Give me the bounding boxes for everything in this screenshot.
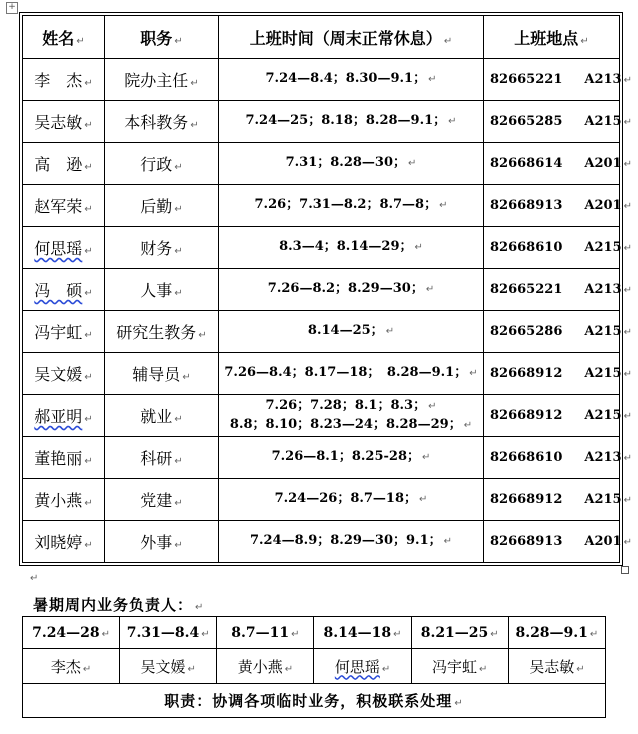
phone-number: 82665221 — [490, 282, 563, 297]
staff-name-cell: 黄小燕 ↵ — [23, 479, 105, 521]
table-row — [23, 101, 620, 143]
staff-role: 研究生教务 — [116, 323, 197, 342]
staff-name-cell: 何思瑶 ↵ — [23, 227, 105, 269]
phone-number: 82665285 — [490, 114, 563, 129]
work-place-cell: 82668912 A215 ↵ — [484, 395, 620, 437]
work-place-cell: 82665221 A213 ↵ — [484, 59, 620, 101]
phone-number: 82668912 — [490, 408, 563, 423]
staff-role-cell: 就业 ↵ — [105, 395, 219, 437]
staff-name: 黄小燕 — [34, 491, 83, 510]
phone-number: 82668610 — [490, 240, 563, 255]
staff-name-cell: 吴文媛 ↵ — [23, 353, 105, 395]
phone-number: 82668912 — [490, 366, 563, 381]
work-time-line: 8.14—25； — [307, 323, 384, 338]
duty-week-person: 吴文媛 ↵ — [120, 649, 217, 684]
work-time-line: 8.8；8.10；8.23—24；8.28—29； — [229, 416, 462, 432]
table-row — [23, 479, 620, 521]
duty-heading: 暑期周内业务负责人： ↵ — [33, 596, 205, 614]
work-place-cell: 82668912 A215 ↵ — [484, 353, 620, 395]
phone-number: 82665221 — [490, 72, 563, 87]
staff-name: 刘晓婷 — [34, 533, 83, 552]
room-number: A215 — [584, 114, 622, 129]
staff-role-cell: 院办主任 ↵ — [105, 59, 219, 101]
staff-role-cell: 财务 ↵ — [105, 227, 219, 269]
staff-role: 外事 — [140, 533, 173, 552]
duty-week-dates: 8.28—9.1 ↵ — [508, 617, 605, 649]
staff-role-cell: 外事 ↵ — [105, 521, 219, 563]
room-number: A215 — [584, 324, 622, 339]
phone-number: 82668912 — [490, 492, 563, 507]
staff-name-cell: 刘晓婷 ↵ — [23, 521, 105, 563]
room-number: A215 — [584, 408, 622, 423]
work-time-line: 7.24—8.4；8.30—9.1； — [265, 71, 427, 86]
duty-table — [22, 616, 606, 718]
table-row — [23, 227, 620, 269]
work-time-cell: 7.24—8.9；8.29—30；9.1； ↵ — [219, 521, 484, 563]
duty-names-row — [23, 649, 606, 684]
header-time: 上班时间（周末正常休息） ↵ — [219, 16, 484, 59]
schedule-table — [22, 15, 632, 563]
work-place-cell: 82668913 A201 ↵ — [484, 521, 620, 563]
staff-name: 吴志敏 — [34, 113, 83, 132]
staff-role: 本科教务 — [124, 113, 189, 132]
work-time-line: 7.24—8.9；8.29—30；9.1； — [249, 533, 442, 548]
room-number: A215 — [584, 492, 622, 507]
staff-name: 冯宇虹 — [34, 323, 83, 342]
staff-role-cell: 后勤 ↵ — [105, 185, 219, 227]
table-row — [23, 437, 620, 479]
room-number: A213 — [584, 282, 622, 297]
duty-week-person: 黄小燕 ↵ — [217, 649, 314, 684]
duty-responsibility-row — [23, 684, 606, 718]
staff-role: 科研 — [140, 449, 173, 468]
staff-role-cell: 人事 ↵ — [105, 269, 219, 311]
table-move-handle-icon[interactable]: + — [6, 2, 18, 14]
phone-number: 82665286 — [490, 324, 563, 339]
work-time-line: 7.31；8.28—30； — [285, 155, 407, 170]
staff-name-cell: 郝亚明 ↵ — [23, 395, 105, 437]
staff-name: 董艳丽 — [34, 449, 83, 468]
table-row — [23, 353, 620, 395]
work-place-cell: 82665286 A215 ↵ — [484, 311, 620, 353]
staff-name-cell: 冯宇虹 ↵ — [23, 311, 105, 353]
duty-week-person: 李杰 ↵ — [23, 649, 120, 684]
staff-role: 院办主任 — [124, 71, 189, 90]
work-time-cell: 8.3—4；8.14—29； ↵ — [219, 227, 484, 269]
header-place: 上班地点 ↵ — [484, 16, 620, 59]
table-row — [23, 143, 620, 185]
work-time-cell: 7.26—8.1；8.25-28； ↵ — [219, 437, 484, 479]
work-time-cell: 7.26—8.2；8.29—30； ↵ — [219, 269, 484, 311]
work-place-cell: 82668610 A215 ↵ — [484, 227, 620, 269]
staff-name: 李 杰 — [34, 71, 83, 90]
staff-role: 人事 — [140, 281, 173, 300]
staff-role-cell: 本科教务 ↵ — [105, 101, 219, 143]
staff-role: 后勤 — [140, 197, 173, 216]
work-place-cell: 82668913 A201 ↵ — [484, 185, 620, 227]
staff-name-cell: 董艳丽 ↵ — [23, 437, 105, 479]
duty-week-person: 吴志敏 ↵ — [508, 649, 605, 684]
duty-week-person: 何思瑶 ↵ — [314, 649, 411, 684]
work-place-cell: 82668912 A215 ↵ — [484, 479, 620, 521]
work-time-cell: 7.26；7.31—8.2；8.7—8； ↵ — [219, 185, 484, 227]
work-place-cell: 82668610 A213 ↵ — [484, 437, 620, 479]
work-time-cell: 7.24—25；8.18；8.28—9.1； ↵ — [219, 101, 484, 143]
work-place-cell: 82665221 A213 ↵ — [484, 269, 620, 311]
work-time-line: 7.26；7.31—8.2；8.7—8； — [254, 197, 438, 212]
staff-role-cell: 科研 ↵ — [105, 437, 219, 479]
staff-name: 郝亚明 — [34, 407, 83, 426]
duty-week-dates: 7.31—8.4 ↵ — [120, 617, 217, 649]
staff-role-cell: 辅导员 ↵ — [105, 353, 219, 395]
room-number: A215 — [584, 366, 622, 381]
table-row — [23, 185, 620, 227]
staff-role-cell: 行政 ↵ — [105, 143, 219, 185]
table-resize-handle-icon[interactable] — [621, 566, 629, 574]
staff-role: 财务 — [140, 239, 173, 258]
work-time-line: 7.26—8.2；8.29—30； — [267, 281, 424, 296]
header-name: 姓名 ↵ — [23, 16, 105, 59]
staff-name-cell: 赵军荣 ↵ — [23, 185, 105, 227]
staff-name: 赵军荣 — [34, 197, 83, 216]
work-time-line: 7.24—26；8.7—18； — [274, 491, 418, 506]
staff-name-cell: 吴志敏 ↵ — [23, 101, 105, 143]
work-time-cell: 8.14—25； ↵ — [219, 311, 484, 353]
work-place-cell: 82668614 A201 ↵ — [484, 143, 620, 185]
work-place-cell: 82665285 A215 ↵ — [484, 101, 620, 143]
schedule-header-row — [23, 16, 620, 59]
work-time-line: 7.24—25；8.18；8.28—9.1； — [245, 113, 447, 128]
work-time-line: 8.3—4；8.14—29； — [279, 239, 413, 254]
staff-role: 辅导员 — [132, 365, 181, 384]
duty-week-dates: 8.7—11 ↵ — [217, 617, 314, 649]
staff-role-cell: 党建 ↵ — [105, 479, 219, 521]
room-number: A201 — [584, 198, 622, 213]
staff-name: 何思瑶 — [34, 239, 83, 258]
paragraph-mark-icon: ↵ — [30, 573, 39, 584]
staff-name: 冯 硕 — [34, 281, 83, 300]
duty-dates-row — [23, 617, 606, 649]
table-row — [23, 311, 620, 353]
staff-name: 高 逊 — [34, 155, 83, 174]
duty-week-dates: 8.14—18 ↵ — [314, 617, 411, 649]
staff-name-cell: 冯 硕 ↵ — [23, 269, 105, 311]
room-number: A213 — [584, 72, 622, 87]
work-time-cell: 7.26；7.28；8.1；8.3； ↵ 8.8；8.10；8.23—24；8.28—29； ↵ — [219, 395, 484, 437]
duty-responsibility: 职责：协调各项临时业务，积极联系处理 ↵ — [23, 684, 606, 718]
staff-name-cell: 李 杰 ↵ — [23, 59, 105, 101]
table-row — [23, 395, 620, 437]
staff-name-cell: 高 逊 ↵ — [23, 143, 105, 185]
phone-number: 82668614 — [490, 156, 563, 171]
staff-role: 行政 — [140, 155, 173, 174]
room-number: A201 — [584, 156, 622, 171]
work-time-cell: 7.26—8.4；8.17—18； 8.28—9.1； ↵ — [219, 353, 484, 395]
staff-role-cell: 研究生教务 ↵ — [105, 311, 219, 353]
schedule-body — [23, 59, 632, 563]
staff-role: 就业 — [140, 407, 173, 426]
table-row — [23, 269, 620, 311]
phone-number: 82668913 — [490, 198, 563, 213]
table-row — [23, 521, 620, 563]
room-number: A215 — [584, 240, 622, 255]
staff-role: 党建 — [140, 491, 173, 510]
staff-name: 吴文媛 — [34, 365, 83, 384]
duty-week-dates: 7.24—28 ↵ — [23, 617, 120, 649]
work-time-line: 7.26；7.28；8.1；8.3； — [265, 397, 427, 413]
work-time-line: 7.26—8.4；8.17—18； 8.28—9.1； — [224, 365, 468, 380]
phone-number: 82668913 — [490, 534, 563, 549]
work-time-cell: 7.31；8.28—30； ↵ — [219, 143, 484, 185]
work-time-line: 7.26—8.1；8.25-28； — [271, 449, 421, 464]
table-row — [23, 59, 620, 101]
header-role: 职务 ↵ — [105, 16, 219, 59]
duty-week-person: 冯宇虹 ↵ — [411, 649, 508, 684]
room-number: A213 — [584, 450, 622, 465]
work-time-cell: 7.24—8.4；8.30—9.1； ↵ — [219, 59, 484, 101]
phone-number: 82668610 — [490, 450, 563, 465]
room-number: A201 — [584, 534, 622, 549]
work-time-cell: 7.24—26；8.7—18； ↵ — [219, 479, 484, 521]
duty-week-dates: 8.21—25 ↵ — [411, 617, 508, 649]
